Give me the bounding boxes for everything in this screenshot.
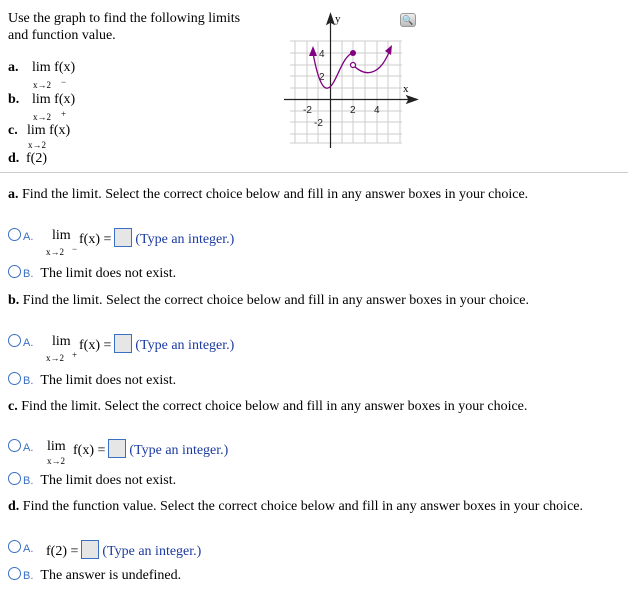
answer-row xyxy=(73,439,228,459)
option-a[interactable] xyxy=(8,334,33,351)
radio-button[interactable] xyxy=(8,372,21,385)
question-text: Find the limit. Select the correct choice below and fill in any answer boxes in your choice. xyxy=(21,399,528,414)
part-sub: x→2 xyxy=(28,140,46,150)
fx-text: f(x) = xyxy=(73,443,106,458)
lim-sup: − xyxy=(72,244,78,254)
part-sup: − xyxy=(61,77,67,87)
question-label: c. xyxy=(8,399,18,414)
radio-button[interactable] xyxy=(8,540,21,553)
part-label: d. xyxy=(8,151,20,166)
lim-sub: x→2 xyxy=(47,456,65,466)
question-d-prompt xyxy=(8,499,583,515)
fx-text: f(x) = xyxy=(79,232,112,247)
hint: (Type an integer.) xyxy=(102,544,202,559)
option-text: The limit does not exist. xyxy=(40,473,177,488)
magnifier-plus-icon[interactable]: 🔍 xyxy=(400,13,416,27)
radio-button[interactable] xyxy=(8,439,21,452)
axes xyxy=(284,14,417,148)
part-label: a. xyxy=(8,60,19,75)
tick-y-neg2: -2 xyxy=(314,118,323,129)
option-b[interactable] xyxy=(8,567,181,584)
option-b[interactable] xyxy=(8,372,176,389)
answer-input[interactable] xyxy=(114,334,132,353)
radio-button[interactable] xyxy=(8,567,21,580)
option-letter: A. xyxy=(23,442,34,454)
radio-button[interactable] xyxy=(8,334,21,347)
hint: (Type an integer.) xyxy=(135,338,235,353)
part-sub: x→2 xyxy=(33,112,51,122)
question-label: b. xyxy=(8,293,20,308)
lim-sub: x→2 xyxy=(46,247,64,257)
option-letter: A. xyxy=(23,231,34,243)
lim-text: lim xyxy=(47,439,66,454)
question-a-prompt xyxy=(8,187,528,203)
lim-text: lim xyxy=(52,334,71,349)
part-label: c. xyxy=(8,123,18,138)
intro-line-1: Use the graph to find the following limits xyxy=(8,11,241,26)
answer-row xyxy=(79,228,234,248)
answer-input[interactable] xyxy=(108,439,126,458)
grid xyxy=(290,41,402,143)
x-axis-label: x xyxy=(403,83,409,95)
hint: (Type an integer.) xyxy=(135,232,235,247)
part-expr: lim f(x) xyxy=(32,60,76,75)
function-graph xyxy=(280,8,420,148)
answer-row xyxy=(79,334,234,354)
lim-text: lim xyxy=(52,228,71,243)
option-b[interactable] xyxy=(8,472,176,489)
option-letter: A. xyxy=(23,337,34,349)
part-label: b. xyxy=(8,92,20,107)
radio-button[interactable] xyxy=(8,472,21,485)
open-dot xyxy=(351,63,356,68)
option-letter: A. xyxy=(23,543,34,555)
fx-text: f(2) = xyxy=(46,544,79,559)
question-label: d. xyxy=(8,499,20,514)
tick-x-neg2: -2 xyxy=(303,105,312,116)
lim-sub: x→2 xyxy=(46,353,64,363)
answer-row xyxy=(46,540,201,560)
arrow-left xyxy=(309,46,317,56)
option-a[interactable] xyxy=(8,540,33,557)
tick-x-2: 2 xyxy=(350,105,356,116)
option-letter: B. xyxy=(23,268,34,280)
option-a[interactable] xyxy=(8,439,33,456)
part-expr: lim f(x) xyxy=(32,92,76,107)
part-sup: + xyxy=(61,109,67,119)
divider xyxy=(0,172,628,173)
closed-dot xyxy=(350,50,356,56)
option-b[interactable] xyxy=(8,265,176,282)
question-c-prompt xyxy=(8,399,527,415)
radio-button[interactable] xyxy=(8,228,21,241)
y-axis-label: y xyxy=(335,13,341,25)
question-b-prompt xyxy=(8,293,529,309)
question-text: Find the limit. Select the correct choice below and fill in any answer boxes in your choice. xyxy=(22,187,529,202)
option-letter: B. xyxy=(23,475,34,487)
option-a[interactable] xyxy=(8,228,33,245)
radio-button[interactable] xyxy=(8,265,21,278)
fx-text: f(x) = xyxy=(79,338,112,353)
question-label: a. xyxy=(8,187,19,202)
option-letter: B. xyxy=(23,375,34,387)
lim-sup: + xyxy=(72,350,78,360)
part-expr: lim f(x) xyxy=(27,123,71,138)
part-sub: x→2 xyxy=(33,80,51,90)
tick-x-4: 4 xyxy=(374,105,380,116)
option-letter: B. xyxy=(23,570,34,582)
intro-line-2: and function value. xyxy=(8,28,116,43)
answer-input[interactable] xyxy=(81,540,99,559)
question-text: Find the function value. Select the correct choice below and fill in any answer boxes in your choice. xyxy=(22,499,584,514)
option-text: The limit does not exist. xyxy=(40,266,177,281)
hint: (Type an integer.) xyxy=(129,443,229,458)
answer-input[interactable] xyxy=(114,228,132,247)
option-text: The limit does not exist. xyxy=(40,373,177,388)
tick-y-2: 2 xyxy=(319,72,325,83)
question-text: Find the limit. Select the correct choice below and fill in any answer boxes in your choice. xyxy=(22,293,529,308)
option-text: The answer is undefined. xyxy=(40,568,182,583)
tick-y-4: 4 xyxy=(319,49,325,60)
part-expr: f(2) xyxy=(26,151,47,166)
